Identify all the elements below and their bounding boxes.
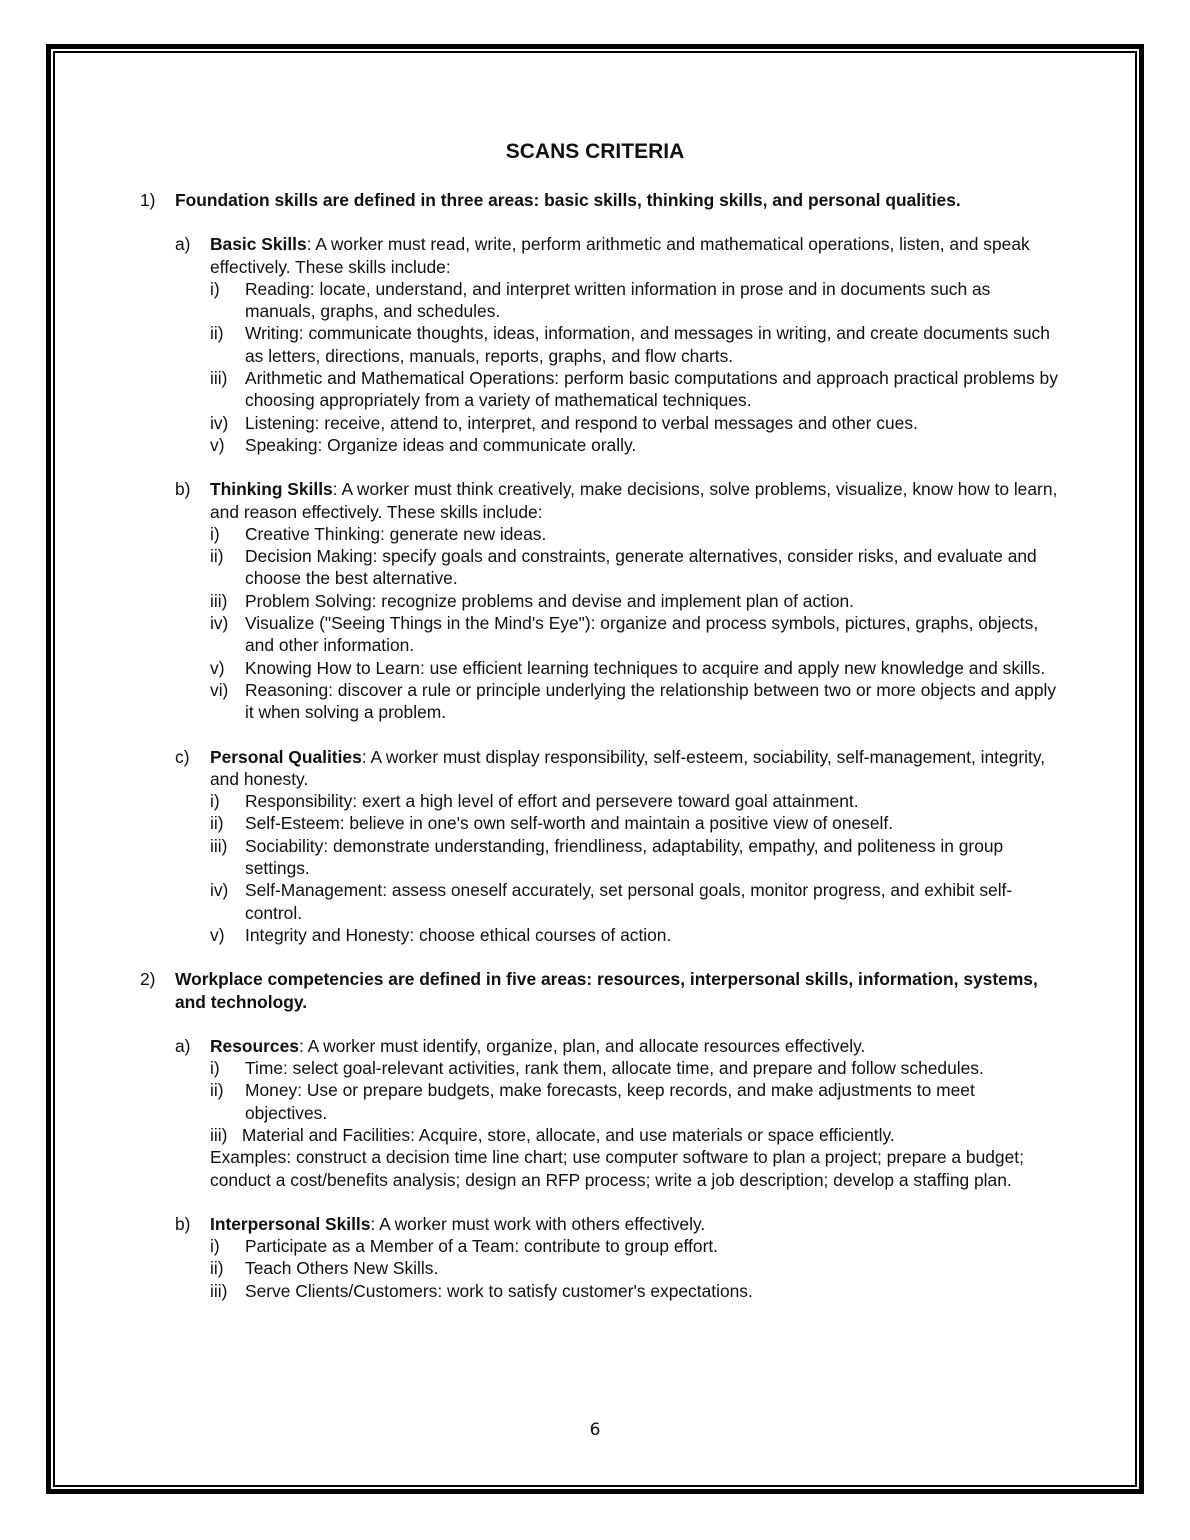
section-2-heading [140,968,1060,1013]
list-item: iv) Self-Management: assess oneself accurately, set personal goals, monitor progress, and exhibit self-control. [210,880,1013,923]
list-item: v) Integrity and Honesty: choose ethical courses of action. [210,924,672,945]
subsection-term: Resources [210,1035,299,1056]
section-text: Workplace competencies are defined in five areas: resources, interpersonal skills, information, systems, and technology. [175,969,1038,1012]
list-item: ii) Decision Making: specify goals and constraints, generate alternatives, consider risks, and evaluate and choose the best alternative. [210,546,1037,589]
subsection-desc: : A worker must display responsibility, self-esteem, sociability, self-management, integrity, and honesty. [210,746,1046,789]
subsection-term: Personal Qualities [210,746,362,767]
subsection-letter: b) [175,1213,191,1234]
list-item: iii) Serve Clients/Customers: work to satisfy customer's expectations. [210,1280,753,1301]
list-item: iii) Sociability: demonstrate understanding, friendliness, adaptability, empathy, and politeness in group settings. [210,835,1004,879]
subsection-letter: a) [175,234,191,255]
list-item: ii) Teach Others New Skills. [210,1258,439,1279]
subsection-interpersonal-skills [175,1213,1060,1302]
subsection-desc: : A worker must work with others effectively. [370,1213,706,1234]
list-item: ii) Writing: communicate thoughts, ideas, information, and messages in writing, and create documents such as letters, directions, manuals, reports, graphs, and flow charts. [210,323,1050,366]
section-1-heading [140,189,1060,211]
list-item: v) Speaking: Organize ideas and communicate orally. [210,434,637,455]
subsection-desc: : A worker must think creatively, make decisions, solve problems, visualize, know how to learn, and reason effectively. These skills include: [210,479,1058,522]
list-item: i) Time: select goal-relevant activities, rank them, allocate time, and prepare and follow schedules. [210,1058,984,1079]
subsection-letter: a) [175,1035,191,1056]
list-item: i) Reading: locate, understand, and interpret written information in prose and in documents such as manuals, graphs, and schedules. [210,278,991,322]
document-body [140,189,1060,1302]
subsection-resources [175,1035,1060,1191]
list-item: i) Participate as a Member of a Team: contribute to group effort. [210,1236,719,1257]
section-number: 1) [140,190,156,210]
subsection-basic-skills [175,233,1060,456]
subsection-term: Basic Skills [210,234,307,255]
list-item: v) Knowing How to Learn: use efficient learning techniques to acquire and apply new knowledge and skills. [210,657,1046,678]
subsection-thinking-skills [175,478,1060,723]
list-item: iv) Listening: receive, attend to, interpret, and respond to verbal messages and other cues. [210,412,918,433]
page-number: 6 [589,1420,601,1440]
section-text: Foundation skills are defined in three areas: basic skills, thinking skills, and personal qualities. [175,190,961,210]
list-item: iii) Arithmetic and Mathematical Operations: perform basic computations and approach practical problems by choosing appropriately from a variety of mathematical techniques. [210,368,1058,411]
section-number: 2) [140,969,156,990]
list-item: ii) Self-Esteem: believe in one's own self-worth and maintain a positive view of oneself. [210,813,894,834]
subsection-term: Thinking Skills [210,479,333,500]
subsection-letter: c) [175,746,190,767]
list-item: ii) Money: Use or prepare budgets, make forecasts, keep records, and make adjustments to meet objectives. [210,1080,975,1123]
resources-examples: Examples: construct a decision time line chart; use computer software to plan a project; prepare a budget; conduct a cost/benefits analysis; design an RFP process; write a job description; develop a staffing plan. [210,1147,1024,1190]
page-title: SCANS CRITERIA [505,140,685,163]
resources-item-iii-with-examples: iii) Material and Facilities: Acquire, store, allocate, and use materials or space efficiently. [210,1124,895,1145]
subsection-letter: b) [175,479,191,500]
list-item: i) Creative Thinking: generate new ideas. [210,523,547,544]
list-item: iv) Visualize ("Seeing Things in the Mind's Eye"): organize and process symbols, pictures, graphs, objects, and other information. [210,613,1039,656]
list-item: i) Responsibility: exert a high level of effort and persevere toward goal attainment. [210,791,859,812]
subsection-personal-qualities [175,746,1060,947]
subsection-desc: : A worker must read, write, perform arithmetic and mathematical operations, listen, and speak effectively. These skills include: [210,234,1030,277]
subsection-term: Interpersonal Skills [210,1213,371,1234]
list-item: vi) Reasoning: discover a rule or principle underlying the relationship between two or more objects and apply it when solving a problem. [210,679,1057,723]
subsection-desc: : A worker must identify, organize, plan, and allocate resources effectively. [298,1035,866,1056]
list-item: iii) Problem Solving: recognize problems and devise and implement plan of action. [210,590,855,611]
